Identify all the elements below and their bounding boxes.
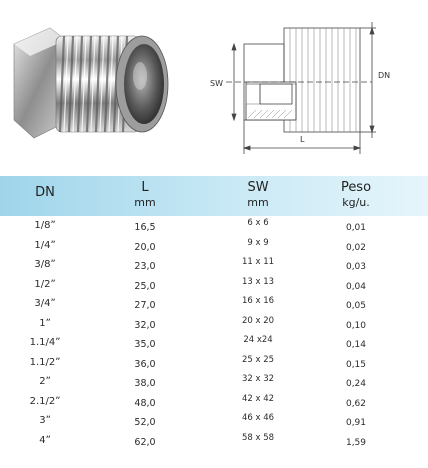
dn-dimension-label: DN	[378, 71, 391, 80]
table-row	[0, 294, 428, 314]
cell-peso: 0,10	[345, 320, 367, 331]
cell-dn: 1/2ˮ	[34, 278, 56, 290]
table-row	[0, 353, 428, 373]
cell-l: 32,0	[134, 319, 156, 331]
cell-peso: 0,91	[345, 418, 367, 428]
cell-l: 48,0	[134, 397, 156, 409]
table-row	[0, 275, 428, 295]
table-row	[0, 314, 428, 334]
cell-dn: 3/4ˮ	[34, 298, 56, 309]
plug-photo	[4, 10, 172, 154]
cell-sw: 6 x 6	[247, 218, 269, 228]
cell-peso: 0,62	[345, 398, 367, 409]
cell-dn: 1.1/2ˮ	[29, 356, 61, 368]
header-l: L mm	[134, 180, 156, 209]
cell-sw: 11 x 11	[241, 257, 275, 267]
cell-peso: 0,01	[345, 223, 367, 233]
table-row	[0, 333, 428, 353]
cell-l: 16,5	[134, 222, 156, 233]
table-body	[0, 216, 428, 450]
cell-l: 52,0	[134, 417, 156, 428]
cell-dn: 1/4ˮ	[34, 239, 56, 251]
table-row	[0, 236, 428, 256]
cell-dn: 2ˮ	[39, 376, 51, 387]
cell-l: 25,0	[134, 280, 156, 292]
cell-sw: 13 x 13	[241, 276, 275, 287]
product-figure-area	[0, 0, 428, 172]
cell-sw: 32 x 32	[241, 374, 275, 384]
cell-sw: 20 x 20	[241, 315, 275, 326]
cell-l: 36,0	[134, 358, 156, 370]
l-dimension-label: L	[300, 135, 305, 144]
cell-sw: 42 x 42	[241, 393, 275, 404]
technical-drawing	[204, 14, 394, 164]
cell-peso: 0,03	[345, 262, 367, 272]
table-row	[0, 372, 428, 392]
cell-dn: 3/8ˮ	[34, 259, 56, 270]
table-row	[0, 255, 428, 275]
table-row	[0, 392, 428, 412]
cell-peso: 1,59	[345, 437, 367, 448]
dimensions-table	[0, 176, 428, 450]
cell-dn: 4ˮ	[39, 434, 51, 446]
cell-sw: 58 x 58	[241, 432, 275, 443]
cell-l: 62,0	[134, 436, 156, 448]
cell-sw: 16 x 16	[241, 296, 275, 306]
cell-dn: 1/8ˮ	[34, 220, 56, 231]
cell-dn: 1.1/4ˮ	[29, 337, 61, 348]
cell-l: 38,0	[134, 378, 156, 389]
cell-peso: 0,04	[345, 281, 367, 292]
table-row	[0, 411, 428, 431]
cell-peso: 0,05	[345, 301, 367, 311]
cell-peso: 0,24	[345, 379, 367, 389]
cell-l: 35,0	[134, 339, 156, 350]
cell-l: 23,0	[134, 261, 156, 272]
table-row	[0, 431, 428, 451]
cell-peso: 0,15	[345, 359, 367, 370]
header-peso: Peso kg/u.	[340, 180, 372, 209]
cell-l: 27,0	[134, 300, 156, 311]
cell-sw: 24 x24	[243, 335, 273, 345]
cell-sw: 46 x 46	[241, 413, 275, 423]
cell-peso: 0,14	[345, 340, 367, 350]
cell-dn: 3ˮ	[39, 415, 51, 426]
cell-l: 20,0	[134, 241, 156, 253]
cell-peso: 0,02	[345, 242, 367, 253]
header-sw: SW mm	[247, 180, 269, 209]
table-row	[0, 216, 428, 236]
sw-dimension-label: SW	[210, 79, 223, 88]
cell-sw: 9 x 9	[247, 237, 269, 248]
cell-sw: 25 x 25	[241, 354, 275, 365]
cell-dn: 2.1/2ˮ	[29, 395, 61, 407]
cell-dn: 1ˮ	[39, 317, 51, 329]
table-header	[0, 176, 428, 216]
header-dn: DN	[35, 185, 55, 200]
